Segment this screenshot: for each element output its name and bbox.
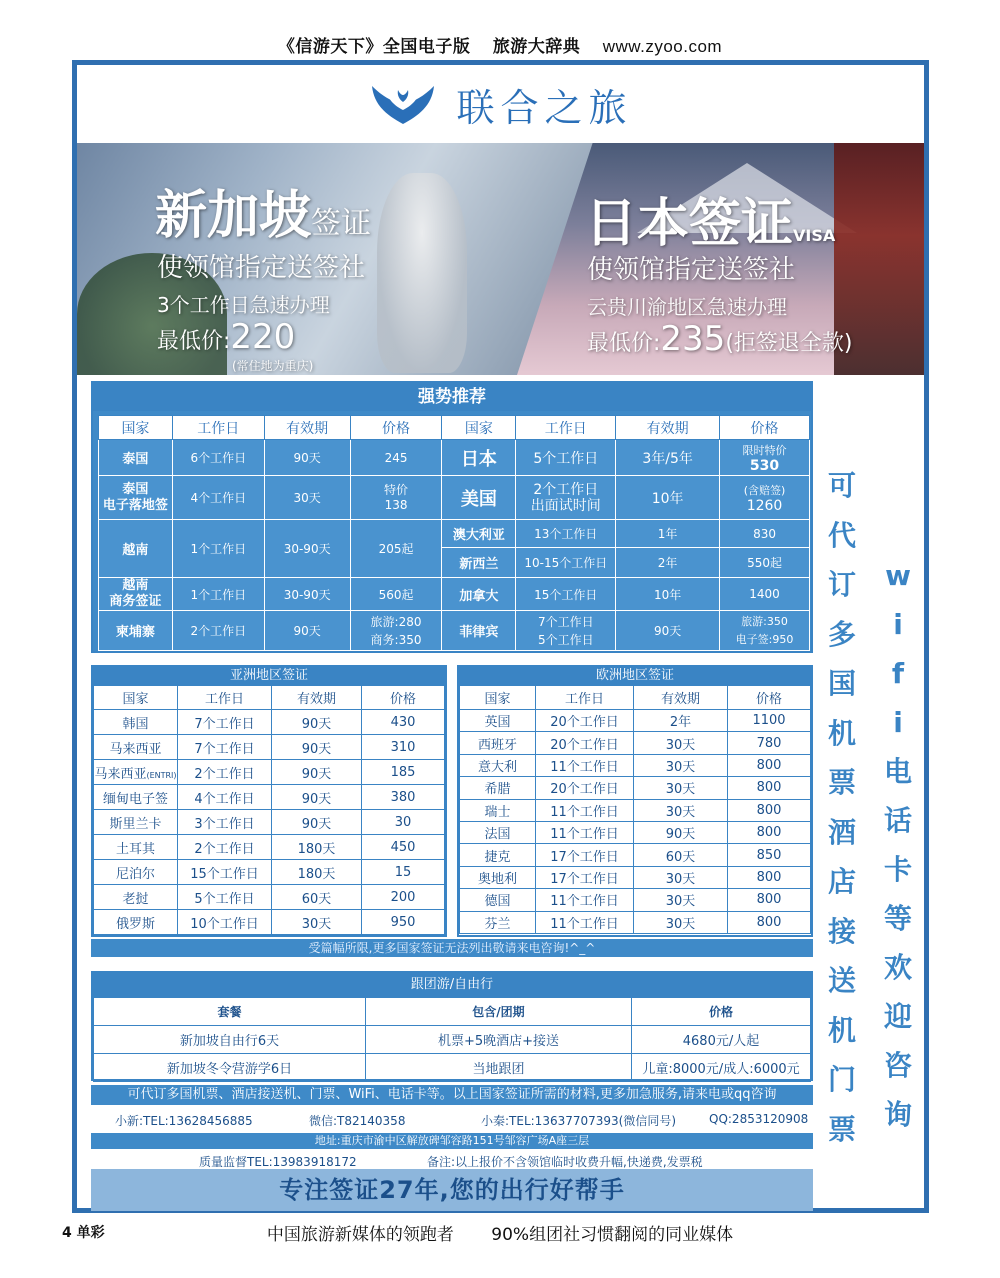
- validity-cell: 30天: [272, 910, 362, 935]
- side-char: 票: [827, 1112, 856, 1146]
- page-number: 4 单彩: [62, 1225, 105, 1241]
- brand-bar: [77, 65, 924, 143]
- validity-cell: 90天: [616, 611, 720, 651]
- col-header: 国家: [99, 416, 173, 440]
- validity-cell: 90天: [272, 760, 362, 785]
- country-cell: 尼泊尔: [94, 860, 178, 885]
- days-cell: 6个工作日: [172, 440, 264, 476]
- phone-xiaoqin[interactable]: 小秦:TEL:13637707393(微信同号): [481, 1114, 677, 1128]
- side-text-services: [817, 461, 867, 1154]
- merlion-statue-image: [377, 173, 467, 373]
- asia-table: [93, 685, 445, 935]
- validity-cell: 180天: [272, 860, 362, 885]
- price-cell: 1100: [728, 710, 811, 732]
- side-text-wifi: [873, 551, 923, 1139]
- table-row: [460, 754, 811, 776]
- validity-cell: 3年/5年: [616, 440, 720, 476]
- validity-cell: 90天: [634, 821, 728, 843]
- side-char: 送: [827, 964, 856, 997]
- side-char: 店: [827, 865, 856, 898]
- price-cell: 旅游:280 商务:350: [350, 611, 442, 651]
- footer-slogans: [0, 1220, 1000, 1245]
- table-row: [460, 732, 811, 754]
- table-row: [94, 710, 445, 735]
- price-cell: 30: [362, 810, 445, 835]
- country-cell: 意大利: [460, 754, 536, 776]
- side-char: 欢: [883, 951, 912, 984]
- days-cell: 15个工作日: [516, 578, 616, 611]
- europe-title: 欧洲地区签证: [459, 667, 811, 685]
- price-cell: 特价 138: [350, 476, 442, 520]
- table-row: [94, 810, 445, 835]
- validity-cell: 60天: [634, 844, 728, 866]
- days-cell: 1个工作日: [172, 578, 264, 611]
- website-url[interactable]: www.zyoo.com: [602, 37, 723, 56]
- price-cell: 185: [362, 760, 445, 785]
- includes-cell: 机票+5晚酒店+接送: [366, 1026, 632, 1054]
- package-cell: 新加坡自由行6天: [94, 1026, 366, 1054]
- price-cell: 800: [728, 799, 811, 821]
- recommend-title: 强势推荐: [93, 383, 811, 411]
- table-row: [94, 1054, 811, 1082]
- days-cell: 2个工作日 出面试时间: [516, 476, 616, 520]
- country-cell: 菲律宾: [442, 611, 516, 651]
- country-cell: 越南 商务签证: [99, 578, 173, 611]
- country-cell: 泰国 电子落地签: [99, 476, 173, 520]
- supervision-phone[interactable]: 质量监督TEL:13983918172: [199, 1155, 357, 1169]
- days-cell: 2个工作日: [178, 760, 272, 785]
- days-cell: 5个工作日: [516, 440, 616, 476]
- country-cell: 希腊: [460, 777, 536, 799]
- days-cell: 17个工作日: [536, 866, 634, 888]
- table-row: [99, 578, 810, 611]
- col-header: 工作日: [178, 686, 272, 710]
- country-cell: 老挝: [94, 885, 178, 910]
- days-cell: 10个工作日: [178, 910, 272, 935]
- side-char: w: [885, 559, 911, 592]
- side-char: 多: [827, 617, 856, 651]
- price-cell: (含赔签) 1260: [720, 476, 810, 520]
- validity-cell: 180天: [272, 835, 362, 860]
- package-cell: 新加坡冬令营游学6日: [94, 1054, 366, 1082]
- validity-cell: 90天: [272, 735, 362, 760]
- days-cell: 15个工作日: [178, 860, 272, 885]
- days-cell: 11个工作日: [536, 799, 634, 821]
- country-cell: 土耳其: [94, 835, 178, 860]
- magazine-name: 《信游天下》全国电子版: [277, 37, 471, 57]
- side-char: 接: [827, 914, 856, 948]
- country-cell: 澳大利亚: [442, 520, 516, 548]
- country-cell: 美国: [442, 476, 516, 520]
- tour-table: [93, 997, 811, 1082]
- phone-xiaoxin[interactable]: 小新:TEL:13628456885: [115, 1114, 253, 1128]
- price-cell: 830: [720, 520, 810, 548]
- validity-cell: 30天: [634, 911, 728, 933]
- days-cell: 20个工作日: [536, 710, 634, 732]
- price-cell: 儿童:8000元/成人:6000元: [632, 1054, 811, 1082]
- days-cell: 2个工作日: [172, 611, 264, 651]
- col-header: 价格: [632, 998, 811, 1026]
- col-header: 有效期: [634, 686, 728, 710]
- table-row: [460, 866, 811, 888]
- address-bar: 地址:重庆市渝中区解放碑邹容路151号邹容广场A座三层: [91, 1133, 813, 1149]
- price-cell: 1400: [720, 578, 810, 611]
- table-row: [99, 611, 810, 651]
- price-cell: 950: [362, 910, 445, 935]
- price-cell: 850: [728, 844, 811, 866]
- singapore-note: (常住地为重庆): [232, 359, 314, 373]
- side-char: i: [893, 706, 903, 739]
- recommend-table: [98, 415, 810, 651]
- price-cell: 205起: [350, 520, 442, 578]
- validity-cell: 2年: [634, 710, 728, 732]
- japan-price: 最低价:235(拒签退全款): [587, 319, 853, 359]
- europe-visa-panel: [457, 665, 813, 937]
- country-cell: 加拿大: [442, 578, 516, 611]
- side-char: 门: [827, 1063, 856, 1096]
- days-cell: 20个工作日: [536, 777, 634, 799]
- days-cell: 11个工作日: [536, 911, 634, 933]
- validity-cell: 90天: [264, 611, 350, 651]
- days-cell: 20个工作日: [536, 732, 634, 754]
- side-char: 卡: [883, 853, 912, 886]
- col-header: 包含/团期: [366, 998, 632, 1026]
- country-cell: 瑞士: [460, 799, 536, 821]
- table-row: [460, 821, 811, 843]
- price-cell: 800: [728, 866, 811, 888]
- validity-cell: 1年: [616, 520, 720, 548]
- table-row: [94, 860, 445, 885]
- side-char: 电: [883, 755, 912, 788]
- price-cell: 310: [362, 735, 445, 760]
- asia-title: 亚洲地区签证: [93, 667, 445, 685]
- country-cell: 马来西亚(ENTRI): [94, 760, 178, 785]
- table-row: [94, 1026, 811, 1054]
- validity-cell: 2年: [616, 548, 720, 578]
- validity-cell: 60天: [272, 885, 362, 910]
- table-row: [94, 835, 445, 860]
- table-row: [460, 799, 811, 821]
- singapore-price: 最低价:220: [157, 317, 296, 357]
- qq-number[interactable]: QQ:2853120908: [709, 1112, 809, 1126]
- singapore-title: 新加坡签证: [155, 186, 372, 246]
- side-char: f: [891, 657, 905, 690]
- table-row: [460, 889, 811, 911]
- side-char: 酒: [827, 815, 856, 849]
- country-cell: 芬兰: [460, 911, 536, 933]
- validity-cell: 30天: [634, 889, 728, 911]
- days-cell: 3个工作日: [178, 810, 272, 835]
- includes-cell: 当地跟团: [366, 1054, 632, 1082]
- side-char: 代: [827, 518, 856, 552]
- days-cell: 10-15个工作日: [516, 548, 616, 578]
- days-cell: 2个工作日: [178, 835, 272, 860]
- japan-line1: 使领馆指定送签社: [587, 255, 796, 285]
- price-cell: 800: [728, 821, 811, 843]
- price-cell: 800: [728, 911, 811, 933]
- country-cell: 缅甸电子签: [94, 785, 178, 810]
- country-cell: 奥地利: [460, 866, 536, 888]
- days-cell: 11个工作日: [536, 889, 634, 911]
- days-cell: 4个工作日: [178, 785, 272, 810]
- col-header: 价格: [720, 416, 810, 440]
- singapore-line2: 3个工作日急速办理: [157, 293, 330, 317]
- side-char: 迎: [883, 1000, 912, 1033]
- validity-cell: 30天: [634, 799, 728, 821]
- tour-panel: [91, 971, 813, 1081]
- side-char: 订: [827, 568, 856, 601]
- table-row: [460, 911, 811, 933]
- side-char: 国: [827, 667, 856, 700]
- validity-cell: 30-90天: [264, 578, 350, 611]
- price-cell: 800: [728, 777, 811, 799]
- price-cell: 245: [350, 440, 442, 476]
- validity-cell: 10年: [616, 476, 720, 520]
- price-cell: 旅游:350 电子签:950: [720, 611, 810, 651]
- col-header: 有效期: [272, 686, 362, 710]
- table-row: [94, 735, 445, 760]
- days-cell: 7个工作日: [178, 735, 272, 760]
- col-header: 有效期: [264, 416, 350, 440]
- price-cell: 4680元/人起: [632, 1026, 811, 1054]
- table-row: [94, 910, 445, 935]
- side-char: 机: [827, 716, 856, 750]
- table-row: [460, 710, 811, 732]
- col-header: 国家: [94, 686, 178, 710]
- country-cell: 日本: [442, 440, 516, 476]
- validity-cell: 30-90天: [264, 520, 350, 578]
- contact-line: [91, 1107, 813, 1131]
- validity-cell: 90天: [272, 810, 362, 835]
- side-char: 话: [883, 804, 912, 837]
- dictionary-name: 旅游大辞典: [492, 37, 581, 57]
- remark: 备注:以上报价不含领馆临时收费升幅,快递费,发票税: [427, 1155, 703, 1169]
- country-cell: 法国: [460, 821, 536, 843]
- col-header: 工作日: [172, 416, 264, 440]
- table-row: [99, 476, 810, 520]
- footer-right: 90%组团社习惯翻阅的同业媒体: [491, 1225, 734, 1245]
- validity-cell: 30天: [634, 732, 728, 754]
- visa-banner[interactable]: [77, 143, 924, 375]
- table-row: [94, 885, 445, 910]
- days-cell: 7个工作日 5个工作日: [516, 611, 616, 651]
- validity-cell: 90天: [272, 710, 362, 735]
- days-cell: 7个工作日: [178, 710, 272, 735]
- col-header: 价格: [362, 686, 445, 710]
- country-cell: 德国: [460, 889, 536, 911]
- col-header: 套餐: [94, 998, 366, 1026]
- tour-title: 跟团游/自由行: [93, 973, 811, 997]
- price-cell: 380: [362, 785, 445, 810]
- col-header: 工作日: [536, 686, 634, 710]
- country-cell: 越南: [99, 520, 173, 578]
- price-cell: 430: [362, 710, 445, 735]
- footer-left: 中国旅游新媒体的领跑者: [266, 1225, 454, 1245]
- col-header: 工作日: [516, 416, 616, 440]
- side-char: 票: [827, 766, 856, 799]
- supervision-line: [91, 1151, 813, 1169]
- wechat-xiaoxin[interactable]: 微信:T82140358: [309, 1114, 406, 1128]
- price-cell: 450: [362, 835, 445, 860]
- validity-cell: 90天: [264, 440, 350, 476]
- country-cell: 捷克: [460, 844, 536, 866]
- days-cell: 11个工作日: [536, 754, 634, 776]
- validity-cell: 90天: [272, 785, 362, 810]
- validity-cell: 30天: [634, 777, 728, 799]
- price-cell: 800: [728, 889, 811, 911]
- side-char: 机: [827, 1013, 856, 1047]
- country-cell: 俄罗斯: [94, 910, 178, 935]
- space-note: 受篇幅所限,更多国家签证无法列出敬请来电咨询!^_^: [91, 939, 813, 957]
- country-cell: 马来西亚: [94, 735, 178, 760]
- side-char: 询: [883, 1098, 912, 1131]
- price-cell: 780: [728, 732, 811, 754]
- table-row: [99, 520, 810, 548]
- brand-name: 联合之旅: [456, 85, 633, 130]
- japan-title: 日本签证VISA: [585, 194, 836, 254]
- price-cell: 560起: [350, 578, 442, 611]
- slogan-bar: 专注签证27年,您的出行好帮手: [91, 1169, 813, 1211]
- days-cell: 13个工作日: [516, 520, 616, 548]
- side-char: 咨: [883, 1049, 912, 1082]
- price-cell: 550起: [720, 548, 810, 578]
- country-cell: 柬埔寨: [99, 611, 173, 651]
- advert-frame: [72, 60, 929, 1213]
- table-row: [460, 844, 811, 866]
- validity-cell: 30天: [634, 866, 728, 888]
- side-char: i: [893, 608, 903, 641]
- col-header: 有效期: [616, 416, 720, 440]
- table-row: [94, 760, 445, 785]
- country-cell: 新西兰: [442, 548, 516, 578]
- side-char: 等: [883, 902, 912, 935]
- table-row: [94, 785, 445, 810]
- country-cell: 泰国: [99, 440, 173, 476]
- side-char: 可: [827, 469, 856, 502]
- price-cell: 800: [728, 754, 811, 776]
- price-cell: 200: [362, 885, 445, 910]
- days-cell: 4个工作日: [172, 476, 264, 520]
- days-cell: 17个工作日: [536, 844, 634, 866]
- country-cell: 西班牙: [460, 732, 536, 754]
- col-header: 国家: [442, 416, 516, 440]
- price-cell: 限时特价 530: [720, 440, 810, 476]
- validity-cell: 30天: [264, 476, 350, 520]
- japan-line2: 云贵川渝地区急速办理: [587, 295, 787, 319]
- swan-wings-logo-icon: [368, 80, 438, 128]
- col-header: 国家: [460, 686, 536, 710]
- europe-table: [459, 685, 811, 934]
- table-row: [460, 777, 811, 799]
- country-cell: 英国: [460, 710, 536, 732]
- services-bar: 可代订多国机票、酒店接送机、门票、WiFi、电话卡等。以上国家签证所需的材料,更多加急服务,请来电或qq咨询: [91, 1085, 813, 1105]
- days-cell: 5个工作日: [178, 885, 272, 910]
- col-header: 价格: [728, 686, 811, 710]
- singapore-line1: 使领馆指定送签社: [157, 253, 366, 283]
- table-row: [99, 440, 810, 476]
- days-cell: 1个工作日: [172, 520, 264, 578]
- recommend-panel: [91, 381, 813, 653]
- price-cell: 15: [362, 860, 445, 885]
- days-cell: 11个工作日: [536, 821, 634, 843]
- validity-cell: 10年: [616, 578, 720, 611]
- publication-header: [0, 32, 1000, 57]
- asia-visa-panel: [91, 665, 447, 937]
- validity-cell: 30天: [634, 754, 728, 776]
- country-cell: 斯里兰卡: [94, 810, 178, 835]
- country-cell: 韩国: [94, 710, 178, 735]
- col-header: 价格: [350, 416, 442, 440]
